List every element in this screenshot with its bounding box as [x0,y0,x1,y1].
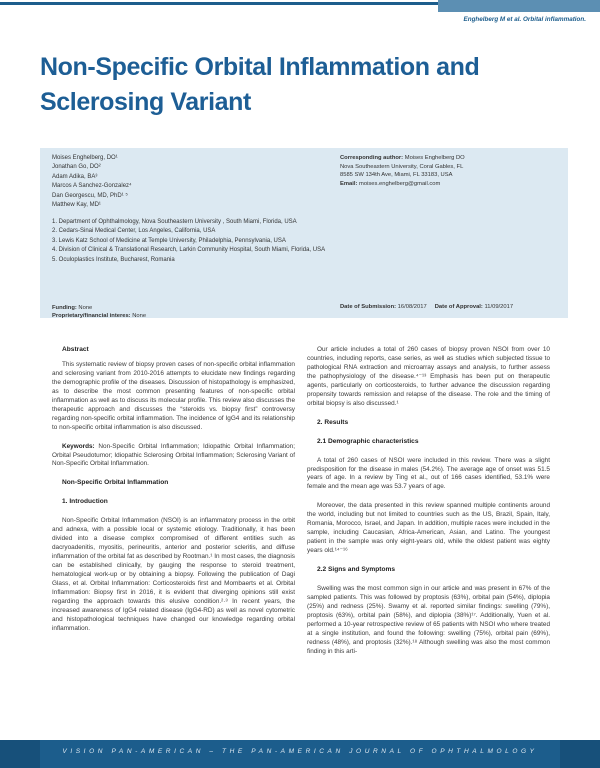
approval-date: 11/09/2017 [484,304,514,310]
demographics-text-2: Moreover, the data presented in this review spanned multiple continents around the world, including but not limited to countries such as the US, Brazil, Spain, Italy, Romania, Morocco, Israel, and Japan. In addition, multiple races were included in the sample, including Caucasian, Africa-American, Asian, and Latino. The youngest patient in the sample was only eight-years old, while the oldest patient was eighty years old.¹⁴⁻¹⁶ [307,502,550,555]
article-dates [340,304,513,310]
author-name: Matthew Kay, MD¹ [52,202,101,209]
keywords-text: Non-Specific Orbital Inflammation; Idiopathic Orbital Inflammation; Orbital Pseudotumor; Idiopathic Sclerosing Orbital Inflammation; Sclerosing Variant of Non-Specific Orbital Inflammation. [52,442,295,468]
corresponding-address-1: Nova Southeastern University, Coral Gables, FL [340,163,464,170]
top-accent-bar [0,0,600,12]
demographics-text: A total of 260 cases of NSOI were included in this review. There was a slight predisposition for the disease in males (54.2%). The average age of onset was 51.5 years of age. In a review by Ting et al., out of 166 cases identified, 53.1% were female and the mean age was 53.7 years of age. [307,456,550,491]
left-column [52,346,295,634]
corresponding-label: Corresponding author: [340,155,404,161]
keywords-label: Keywords: [62,442,95,450]
keywords [52,443,295,470]
submission-label: Date of Submission: [340,304,397,310]
author-name: Marcos A Sanchez-Gonzalez⁴ [52,183,132,190]
footer-journal-name: VISION PAN-AMERICAN – THE PAN-AMERICAN JOURNAL OF OPHTHALMOLOGY [62,748,538,755]
abstract-heading: Abstract [62,346,89,353]
signs-text: Swelling was the most common sign in our article and was present in 67% of the sampled patients. This was followed by proptosis (63%), orbital pain (54%), diplopia (25%) and redness (25%). Swamy et al. reported similar findings: swelling (79%), proptosis (63%), orbital pain (58%), and diplopia (38%)¹⁷. Additionally, Yuen et al. performed a 10-year retrospective review of 65 patients with NSOI who where treated at a single institution, and found the following: swelling (75%), orbital pain (69%), redness (48%), and proptosis (32%).¹⁸ Although swelling was also the most common finding in this arti- [307,585,550,655]
submission-date: 16/08/2017 [397,304,427,310]
signs-heading: 2.2 Signs and Symptoms [317,566,396,574]
section-heading: Non-Specific Orbital Inflammation [62,479,169,487]
body-paragraph: Our article includes a total of 260 cases of biopsy proven NSOI from over 10 countries, including reports, case series, as well as studies which subjected tissue to pathological RNA extraction and microarray assays and analysis, to further assess the pathophysiology of the disease.⁴⁻¹³ Emphasis has been put on therapeutic agents, particularly on corticosteroids, to further advance the discussion regarding propensity towards remission and relapse of the disease. The role and the timing of orbital biopsy is also discussed.¹ [307,346,550,407]
author-name: Adam Adika, BA³ [52,173,98,180]
affiliation: 1. Department of Ophthalmology, Nova Southeastern University , South Miami, Florida, USA [52,219,297,225]
author-name: Moises Enghelberg, DO¹ [52,155,118,161]
corresponding-address-2: 8585 SW 134th Ave, Miami, FL 33183, USA [340,172,453,179]
affiliation: 4. Division of Clinical & Translational Research, Larkin Community Hospital, South Miami, Florida, USA [52,247,326,254]
email-label: Email: [340,180,358,187]
demographics-heading: 2.1 Demographic characteristics [317,437,419,445]
journal-footer [0,740,600,768]
top-accent-tab [438,0,600,12]
author-name: Jonathan Go, DO² [52,164,101,171]
affiliation: 2. Cedars-Sinai Medical Center, Los Angeles, California, USA [52,228,216,235]
results-heading: 2. Results [317,418,349,426]
article-title: Non-Specific Orbital Inflammation and Sclerosing Variant [40,53,480,116]
corresponding-author [340,154,560,188]
introduction-text: Non-Specific Orbital Inflammation (NSOI) is an inflammatory process in the orbit and adnexa, with a possible local or systemic etiology. Traditionally, it has been divided into a disease complex compromised of different entities such as dacryoadenitis, myositis, perineuritis, anterior and posterior scleritis, and diffuse inflammation of the orbital fat as described by Rootman.¹ In most cases, the diagnosis can be established clinically, by gauging the response to steroid treatment, hematological work-up or by obtaining a biopsy. Following the publication of Dagi Glass, et al. Orbital Inflammation: Corticosteroids first and Mombaerts et al. Orbital Inflammation: Biopsy first in 2016, it is evident that diverging opinions still exist regarding the approach towards this elusive condition.²·³ In recent years, the increased awareness of IgG4 related disease (IgG4-RD) as well as novel cytometric and histopathological techniques have changed our knowledge regarding orbital inflammation. [52,517,295,632]
proprietary-value: None [132,313,147,320]
approval-label: Date of Approval: [434,304,483,310]
running-header: Enghelberg M et al. Orbital inflammation. [463,16,586,23]
introduction-heading: 1. Introduction [62,498,108,506]
funding-value: None [78,305,93,311]
author-name: Dan Georgescu, MD, PhD¹ ⁵ [52,192,128,199]
author-list [52,154,332,210]
proprietary-label: Proprietary/financial interes: [52,313,131,320]
abstract-text: This systematic review of biopsy proven cases of non-specific orbital inflammation and sclerosing variant from 2010-2016 attempts to elucidate new findings regarding the demographic profile of the diseases. Discussion of histopathology is emphasized, as to describe the most common presenting features of non-specific orbital inflammation as well as to discuss its molecular profile. This review also discusses the therapeutic approach and discusses the “steroids vs. biopsy first” controversy regarding non-specific orbital inflammation. The incidence of IgG4 and its relationship to non-specific orbital inflammation is also discussed. [52,360,295,431]
email-link[interactable]: moises.enghelberg@gmail.com [359,180,441,187]
affiliation: 5. Oculoplastics Institute, Bucharest, Romania [52,256,175,263]
right-column [307,346,550,657]
corresponding-name: Moises Enghelberg DO [404,155,465,161]
funding-info [52,304,302,321]
affiliation-list [52,218,332,265]
affiliation: 3. Lewis Katz School of Medicine at Temple University, Philadelphia, Pennsylvania, USA [52,237,286,244]
funding-label: Funding: [52,305,77,311]
